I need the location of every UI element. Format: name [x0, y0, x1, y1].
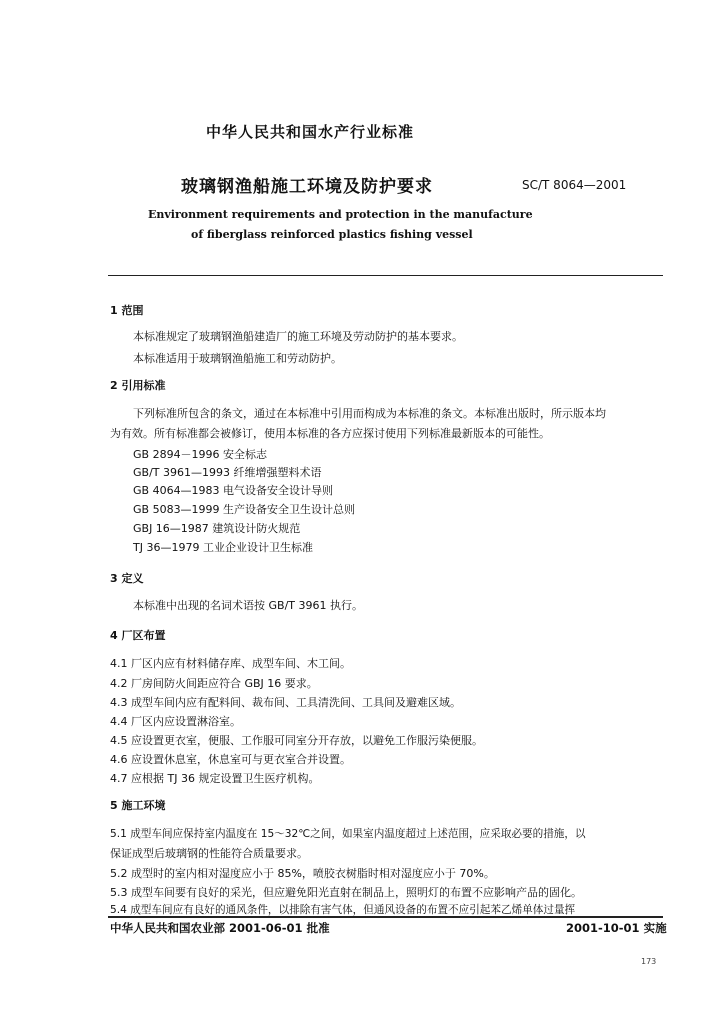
- section-4-item: 4.3 成型车间内应有配料间、裁布间、工具清洗间、工具间及避难区域。: [110, 696, 461, 709]
- reference-item: GB/T 3961—1993 纤维增强塑料术语: [133, 466, 322, 479]
- section-4-item: 4.1 厂区内应有材料储存库、成型车间、木工间。: [110, 657, 351, 670]
- english-title-line-2: of fiberglass reinforced plastics fishing vessel: [191, 228, 473, 241]
- section-4-item: 4.6 应设置休息室，休息室可与更衣室合并设置。: [110, 753, 351, 766]
- english-title-line-1: Environment requirements and protection in the manufacture: [148, 208, 533, 221]
- document-title: 玻璃钢渔船施工环境及防护要求: [181, 177, 433, 197]
- section-5-item-1-line-2: 保证成型后玻璃钢的性能符合质量要求。: [110, 847, 308, 860]
- reference-item: GB 4064—1983 电气设备安全设计导则: [133, 484, 334, 497]
- standard-code: SC/T 8064—2001: [522, 178, 627, 192]
- footer-divider: [108, 916, 663, 918]
- section-5-item-4: 5.4 成型车间应有良好的通风条件，以排除有害气体，但通风设备的布置不应引起苯乙烯单体过量挥: [110, 904, 576, 916]
- reference-item: GB 5083—1999 生产设备安全卫生设计总则: [133, 503, 356, 516]
- section-3-heading: 3 定义: [110, 572, 144, 585]
- reference-item: TJ 36—1979 工业企业设计卫生标准: [133, 541, 313, 554]
- implementation-date: 2001-10-01 实施: [566, 921, 667, 935]
- reference-item: GBJ 16—1987 建筑设计防火规范: [133, 522, 301, 535]
- standard-category: 中华人民共和国水产行业标准: [206, 123, 415, 141]
- section-3-para: 本标准中出现的名词术语按 GB/T 3961 执行。: [133, 599, 363, 612]
- approval-line: 中华人民共和国农业部 2001-06-01 批准: [110, 921, 330, 935]
- section-1-heading: 1 范围: [110, 304, 144, 317]
- section-1-para-1: 本标准规定了玻璃钢渔船建造厂的施工环境及劳动防护的基本要求。: [133, 330, 463, 343]
- section-4-heading: 4 厂区布置: [110, 629, 166, 642]
- section-4-item: 4.5 应设置更衣室，便服、工作服可同室分开存放，以避免工作服污染便服。: [110, 734, 483, 747]
- section-2-para-line-1: 下列标准所包含的条文，通过在本标准中引用而构成为本标准的条文。本标准出版时，所示版本均: [133, 407, 606, 420]
- section-2-para-line-2: 为有效。所有标准都会被修订，使用本标准的各方应探讨使用下列标准最新版本的可能性。: [110, 427, 550, 440]
- section-5-heading: 5 施工环境: [110, 799, 166, 812]
- section-5-item-1-line-1: 5.1 成型车间应保持室内温度在 15～32℃之间，如果室内温度超过上述范围，应采取必要的措施，以: [110, 828, 586, 840]
- section-4-item: 4.2 厂房间防火间距应符合 GBJ 16 要求。: [110, 677, 318, 690]
- section-5-item-2: 5.2 成型时的室内相对湿度应小于 85%，喷胶衣树脂时相对湿度应小于 70%。: [110, 867, 495, 880]
- section-1-para-2: 本标准适用于玻璃钢渔船施工和劳动防护。: [133, 352, 342, 365]
- section-2-heading: 2 引用标准: [110, 379, 166, 392]
- section-5-item-3: 5.3 成型车间要有良好的采光，但应避免阳光直射在制品上，照明灯的布置不应影响产品的固化。: [110, 886, 582, 899]
- header-divider: [108, 275, 663, 276]
- reference-item: GB 2894－1996 安全标志: [133, 448, 268, 461]
- page-number: 173: [641, 957, 657, 966]
- section-4-item: 4.4 厂区内应设置淋浴室。: [110, 715, 241, 728]
- section-4-item: 4.7 应根据 TJ 36 规定设置卫生医疗机构。: [110, 772, 320, 785]
